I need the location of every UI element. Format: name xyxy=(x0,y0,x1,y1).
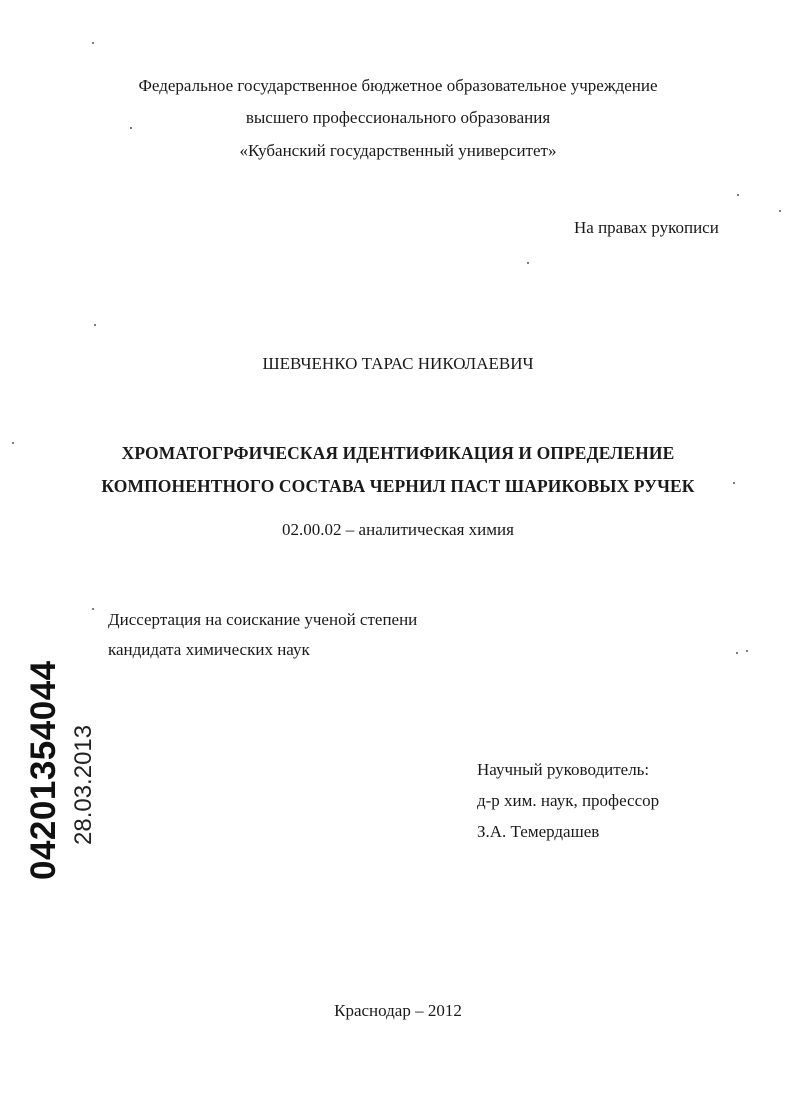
degree-line-1: Диссертация на соискание ученой степени xyxy=(108,610,418,629)
scan-speck xyxy=(737,194,739,196)
thesis-title-line-2: КОМПОНЕНТНОГО СОСТАВА ЧЕРНИЛ ПАСТ ШАРИКОВЫХ РУЧЕК xyxy=(101,476,695,496)
supervisor-label: Научный руководитель: xyxy=(477,760,650,779)
scan-speck xyxy=(733,482,735,484)
scan-speck xyxy=(746,650,748,652)
institution-line-1: Федеральное государственное бюджетное образовательное учреждение xyxy=(138,76,658,95)
scan-speck xyxy=(736,652,738,654)
scan-speck xyxy=(92,608,94,610)
scan-speck xyxy=(527,262,529,264)
scan-speck xyxy=(12,442,14,444)
author-name: ШЕВЧЕНКО ТАРАС НИКОЛАЕВИЧ xyxy=(262,354,534,373)
degree-line-2: кандидата химических наук xyxy=(108,640,310,659)
city-year: Краснодар – 2012 xyxy=(334,1001,462,1020)
library-stamp-date: 28.03.2013 xyxy=(70,724,97,845)
thesis-title-line-1: ХРОМАТОГРФИЧЕСКАЯ ИДЕНТИФИКАЦИЯ И ОПРЕДЕЛЕНИЕ xyxy=(121,443,675,463)
scan-speck xyxy=(94,324,96,326)
manuscript-note: На правах рукописи xyxy=(574,218,719,237)
supervisor-name: З.А. Темердашев xyxy=(477,822,600,841)
scan-speck xyxy=(779,210,781,212)
scan-speck xyxy=(92,42,94,44)
institution-line-2: высшего профессионального образования xyxy=(245,108,551,127)
scan-speck xyxy=(130,127,132,129)
supervisor-degree: д-р хим. наук, профессор xyxy=(477,791,660,810)
specialty: 02.00.02 – аналитическая химия xyxy=(282,520,514,539)
library-stamp-number: 04201354044 xyxy=(24,660,63,880)
institution-line-3: «Кубанский государственный университет» xyxy=(239,141,557,160)
